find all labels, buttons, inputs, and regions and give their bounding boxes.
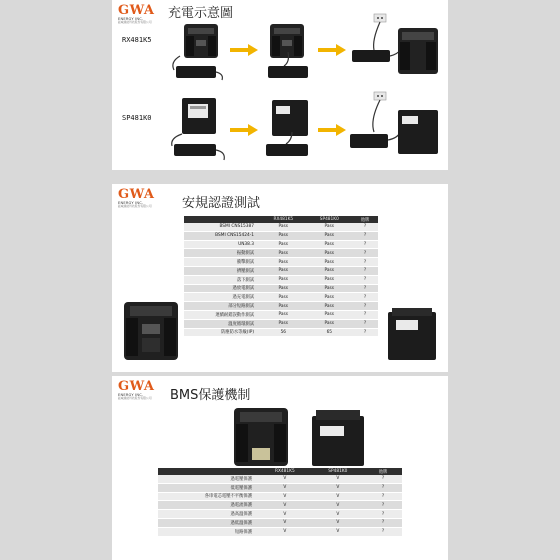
logo-company-name: 鉅威綠能科技股份有限公司 — [118, 396, 152, 400]
table-cell: Pass — [307, 240, 352, 249]
table-cell: ? — [352, 249, 378, 258]
row-header-cell: 過低溫保護 — [158, 518, 258, 527]
logo-subtitle: ENERGY INC. — [118, 201, 144, 205]
table-cell: ? — [352, 258, 378, 267]
slide-charging-diagram — [112, 0, 448, 170]
table-row — [158, 483, 402, 492]
rx-battery-wall-outlet-image — [344, 10, 444, 86]
table-cell: ? — [364, 510, 402, 519]
table-cell: Pass — [260, 223, 307, 231]
table-row — [158, 501, 402, 510]
table-cell: ? — [352, 223, 378, 231]
table-cell: Pass — [260, 302, 307, 311]
table-cell: ? — [352, 240, 378, 249]
table-row — [158, 510, 402, 519]
arrow-right-icon — [318, 124, 346, 136]
table-cell: Pass — [307, 319, 352, 328]
row-header-cell: 擠壓測試 — [184, 266, 260, 275]
table-header: RX481K5 — [258, 468, 312, 475]
table-cell: ? — [352, 284, 378, 293]
table-header-row — [158, 468, 402, 475]
logo-company-name: 鉅威綠能科技股份有限公司 — [118, 20, 152, 24]
logo-subtitle: ENERGY INC. — [118, 393, 144, 397]
table-cell: Pass — [260, 240, 307, 249]
table-header: SP481K0 — [312, 468, 364, 475]
arrow-right-icon — [230, 44, 258, 56]
row-header-cell: 連續耐錯誤動作測試 — [184, 310, 260, 319]
model-label-sp: SP481K0 — [122, 114, 152, 122]
table-cell: V — [312, 501, 364, 510]
row-header-cell: 防塵防水等級(IP) — [184, 328, 260, 337]
row-header-cell: BSMI CNS15387 — [184, 223, 260, 231]
table-cell: Pass — [307, 223, 352, 231]
table-row — [184, 231, 378, 240]
sp-battery-with-charger-image — [168, 96, 228, 166]
table-row — [158, 518, 402, 527]
table-cell: V — [258, 527, 312, 536]
table-header: 他牌 — [364, 468, 402, 475]
table-cell: ? — [364, 501, 402, 510]
row-header-cell: 各串電芯電壓不平衡保護 — [158, 492, 258, 501]
table-cell: Pass — [260, 231, 307, 240]
table-row — [184, 240, 378, 249]
table-header: RX481K5 — [260, 216, 307, 223]
table-cell: V — [258, 510, 312, 519]
table-cell: Pass — [307, 284, 352, 293]
table-cell: Pass — [307, 258, 352, 267]
table-cell: Pass — [260, 293, 307, 302]
rx-battery-image — [230, 404, 292, 468]
gwa-logo — [118, 380, 158, 400]
row-header-cell: UN38.3 — [184, 240, 260, 249]
table-cell: Pass — [307, 310, 352, 319]
logo-mark: GWA — [118, 379, 155, 394]
table-header: 他牌 — [352, 216, 378, 223]
table-cell: V — [258, 501, 312, 510]
table-cell: Pass — [307, 231, 352, 240]
table-cell: V — [312, 483, 364, 492]
gwa-logo — [118, 188, 158, 208]
row-header-cell: 過電流保護 — [158, 501, 258, 510]
table-cell: V — [312, 527, 364, 536]
table-cell: Pass — [260, 258, 307, 267]
table-header — [184, 216, 260, 223]
row-header-cell: BSMI CNS15424-1 — [184, 231, 260, 240]
slide-safety-certification — [112, 184, 448, 372]
table-header: SP481K0 — [307, 216, 352, 223]
logo-company-name: 鉅威綠能科技股份有限公司 — [118, 204, 152, 208]
row-header-cell: 短路保護 — [158, 527, 258, 536]
arrow-right-icon — [318, 44, 346, 56]
table-header-row — [184, 216, 378, 223]
table-cell: Pass — [307, 249, 352, 258]
table-cell: ? — [364, 527, 402, 536]
table-cell: ? — [364, 483, 402, 492]
table-cell: Pass — [307, 275, 352, 284]
table-cell: ? — [352, 310, 378, 319]
table-cell: Pass — [307, 293, 352, 302]
table-row — [184, 319, 378, 328]
sp-battery-wall-outlet-image — [344, 88, 444, 166]
sp-battery-image — [382, 304, 442, 364]
table-row — [184, 275, 378, 284]
row-header-cell: 部分短路測試 — [184, 302, 260, 311]
sp-battery-charging-image — [258, 96, 318, 166]
row-header-cell: 過放電測試 — [184, 284, 260, 293]
arrow-right-icon — [230, 124, 258, 136]
table-cell: ? — [364, 475, 402, 483]
table-cell: ? — [352, 319, 378, 328]
table-cell: V — [258, 492, 312, 501]
row-header-cell: 過高溫保護 — [158, 510, 258, 519]
logo-mark: GWA — [118, 3, 155, 18]
table-cell: ? — [352, 231, 378, 240]
table-row — [184, 223, 378, 231]
table-cell: Pass — [260, 249, 307, 258]
table-row — [184, 258, 378, 267]
table-header — [158, 468, 258, 475]
table-cell: V — [258, 475, 312, 483]
sp-battery-image — [308, 406, 370, 468]
model-label-rx: RX481K5 — [122, 36, 152, 44]
table-cell: ? — [352, 266, 378, 275]
safety-test-table — [184, 216, 378, 337]
table-row — [184, 293, 378, 302]
table-cell: V — [312, 492, 364, 501]
table-cell: V — [312, 475, 364, 483]
table-cell: Pass — [307, 266, 352, 275]
table-row — [184, 310, 378, 319]
table-cell: 56 — [260, 328, 307, 337]
table-cell: V — [258, 483, 312, 492]
row-header-cell: 溫度循環測試 — [184, 319, 260, 328]
table-row — [158, 492, 402, 501]
table-row — [184, 249, 378, 258]
table-cell: Pass — [260, 284, 307, 293]
slide-bms-protection — [112, 376, 448, 560]
slide-title: 充電示意圖 — [168, 6, 234, 21]
table-cell: V — [258, 518, 312, 527]
table-cell: V — [312, 510, 364, 519]
table-cell: Pass — [260, 319, 307, 328]
table-row — [184, 328, 378, 337]
table-cell: Pass — [307, 302, 352, 311]
row-header-cell: 過電壓保護 — [158, 475, 258, 483]
table-cell: Pass — [260, 266, 307, 275]
slide-title: 安規認證測試 — [182, 196, 261, 211]
row-header-cell: 落下測試 — [184, 275, 260, 284]
table-row — [184, 302, 378, 311]
slide-title: BMS保護機制 — [170, 388, 251, 403]
table-cell: ? — [364, 492, 402, 501]
row-header-cell: 過充電測試 — [184, 293, 260, 302]
table-row — [158, 475, 402, 483]
table-cell: ? — [352, 328, 378, 337]
table-cell: V — [312, 518, 364, 527]
table-cell: ? — [352, 302, 378, 311]
table-row — [184, 266, 378, 275]
rx-battery-image — [120, 296, 182, 364]
table-cell: ? — [352, 293, 378, 302]
rx-battery-charging-image — [258, 22, 318, 86]
logo-subtitle: ENERGY INC. — [118, 17, 144, 21]
row-header-cell: 振動測試 — [184, 249, 260, 258]
logo-mark: GWA — [118, 187, 155, 202]
table-cell: 65 — [307, 328, 352, 337]
bms-protection-table — [158, 468, 402, 537]
table-cell: ? — [364, 518, 402, 527]
table-cell: ? — [352, 275, 378, 284]
table-cell: Pass — [260, 275, 307, 284]
table-cell: Pass — [260, 310, 307, 319]
table-row — [158, 527, 402, 536]
gwa-logo — [118, 4, 158, 24]
table-row — [184, 284, 378, 293]
rx-battery-with-charger-image — [168, 22, 228, 86]
row-header-cell: 低電壓保護 — [158, 483, 258, 492]
row-header-cell: 衝擊測試 — [184, 258, 260, 267]
